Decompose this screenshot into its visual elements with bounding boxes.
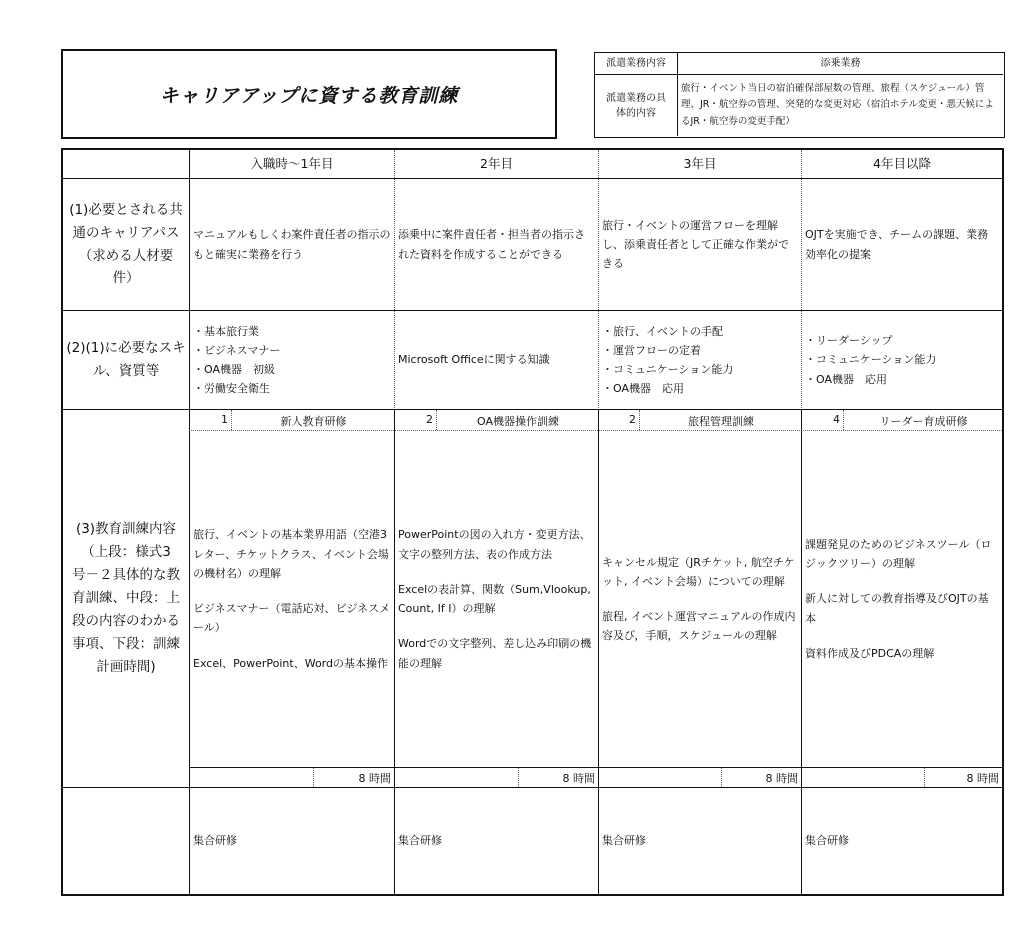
- skill-item: ・基本旅行業: [193, 324, 259, 338]
- career-path-year-1: マニュアルもしくわ案件責任者の指示のもと確実に業務を行う: [193, 228, 391, 261]
- skill-item: ・リーダーシップ: [805, 334, 893, 348]
- info-value-1: 添乗業務: [820, 58, 861, 69]
- career-path-year-2: 添乗中に案件責任者・担当者の指示された資料を作成することができる: [398, 228, 585, 261]
- training-method-year-4: 集合研修: [805, 834, 849, 848]
- training-item: 新人に対しての教育指導及びOJTの基本: [805, 592, 989, 625]
- document-title: キャリアアップに資する教育訓練: [159, 84, 459, 107]
- training-item: キャンセル規定（JRチケット, 航空チケット, イベント会場）についての理解: [602, 555, 795, 588]
- skills-year-3: [599, 311, 801, 409]
- row-label-career-path: [63, 179, 189, 310]
- row3-label-line: (3)教育訓練内容: [75, 521, 177, 538]
- row1-label-line: 通のキャリアパス: [72, 224, 180, 241]
- training-hours: 8 時間: [966, 772, 999, 785]
- course-name: 旅程管理訓練: [688, 415, 754, 428]
- training-hours: 8 時間: [358, 772, 391, 785]
- row3-label-line: 号－２具体的な教: [72, 567, 180, 584]
- row-label-skills: [63, 311, 189, 409]
- skill-item: ・OA機器 初級: [193, 363, 275, 376]
- training-method-year-2: 集合研修: [398, 834, 442, 848]
- training-item: 課題発見のためのビジネスツール（ロジックツリー）の理解: [805, 537, 992, 571]
- info-label-1: 派遣業務内容: [606, 58, 666, 69]
- course-number: 2: [629, 413, 636, 426]
- row1-label-line: (1)必要とされる共: [69, 201, 183, 218]
- training-item: 旅行、イベントの基本業界用語（空港3レター、チケットクラス、イベント会場の機材名）の理解: [193, 528, 389, 580]
- skill-item: ・旅行、イベントの手配: [602, 324, 723, 338]
- training-content-year-1: [190, 431, 394, 767]
- row1-label-line: 件）: [112, 270, 140, 287]
- training-hours: 8 時間: [765, 772, 798, 785]
- training-method-year-3: 集合研修: [602, 834, 646, 848]
- course-number: 1: [221, 413, 228, 426]
- skill-item: ・コミュニケーション能力: [805, 353, 937, 367]
- training-grid: [61, 148, 1004, 896]
- row3-label-line: 段の内容のわかる: [72, 612, 180, 629]
- skill-item: ・コミュニケーション能力: [602, 363, 734, 376]
- skill-item: ・運営フローの定着: [602, 343, 701, 357]
- training-content-year-4: [802, 431, 1002, 767]
- row1-label-line: （求める人材要: [78, 247, 174, 264]
- header-year-3: 3年目: [683, 156, 717, 172]
- dispatch-info-table: [594, 52, 1005, 138]
- training-item: ビジネスマナー（電話応対、ビジネスメール）: [193, 602, 391, 635]
- row3-label-line: 計画時間): [96, 658, 156, 675]
- skills-year-1: [190, 311, 394, 409]
- info-label-2b: 体的内容: [616, 107, 656, 119]
- training-item: PowerPointの図の入れ方・変更方法、文字の整列方法、表の作成方法: [398, 528, 591, 561]
- career-path-year-4: OJTを実施でき、チームの課題、業務効率化の提案: [805, 228, 989, 261]
- skill-item: ・労働安全衛生: [193, 382, 270, 396]
- training-method-year-1: 集合研修: [193, 834, 237, 848]
- skill-item: Microsoft Officeに関する知識: [398, 353, 550, 367]
- course-name: 新人教育研修: [280, 415, 347, 428]
- training-content-year-2: [395, 431, 598, 767]
- row-label-training-content: [63, 410, 189, 787]
- course-number: 2: [426, 413, 433, 426]
- row3-label-line: （上段：様式3: [81, 544, 171, 561]
- title-box: [61, 49, 557, 139]
- training-item: Excelの表計算、関数（Sum,Vlookup, Count, If I）の理解: [398, 582, 591, 615]
- header-year-2: 2年目: [480, 156, 513, 172]
- header-year-1: 入職時～1年目: [250, 156, 334, 172]
- row2-label-line: (2)(1)に必要なスキ: [66, 340, 186, 357]
- training-content-year-3: [599, 431, 801, 767]
- row2-label-line: ル、資質等: [92, 363, 160, 379]
- info-label-2: [595, 75, 677, 136]
- course-name: リーダー育成研修: [879, 415, 968, 428]
- skills-year-2: [395, 311, 598, 409]
- skill-item: ・OA機器 応用: [805, 372, 887, 386]
- course-number: 4: [833, 413, 840, 426]
- skill-item: ・OA機器 応用: [602, 382, 684, 396]
- training-item: Excel、PowerPoint、Wordの基本操作: [193, 656, 388, 670]
- info-value-2: 旅行・イベント当日の宿泊確保部屋数の管理、旅程（スケジュール）管理、JR・航空券の管理、突発的な変更対応（宿泊ホテル変更・悪天候によるJR・航空券の変更手配）: [681, 83, 994, 127]
- info-label-2a: 派遣業務の具: [606, 92, 666, 104]
- skill-item: ・ビジネスマナー: [193, 343, 281, 357]
- course-name: OA機器操作訓練: [477, 415, 559, 428]
- training-hours: 8 時間: [562, 772, 595, 785]
- career-path-year-3: 旅行・イベントの運営フローを理解し、添乗責任者として正確な作業ができる: [602, 218, 789, 271]
- training-item: 資料作成及びPDCAの理解: [805, 646, 935, 660]
- training-item: Wordでの文字整列、差し込み印刷の機能の理解: [398, 637, 592, 670]
- skills-year-4: [802, 311, 1002, 409]
- training-item: 旅程, イベント運営マニュアルの作成内容及び，手順，スケジュールの理解: [602, 610, 796, 643]
- row3-label-line: 事項、下段：訓練: [72, 635, 180, 652]
- header-year-4: 4年目以降: [873, 156, 931, 172]
- row3-label-line: 育訓練、中段：上: [72, 590, 180, 607]
